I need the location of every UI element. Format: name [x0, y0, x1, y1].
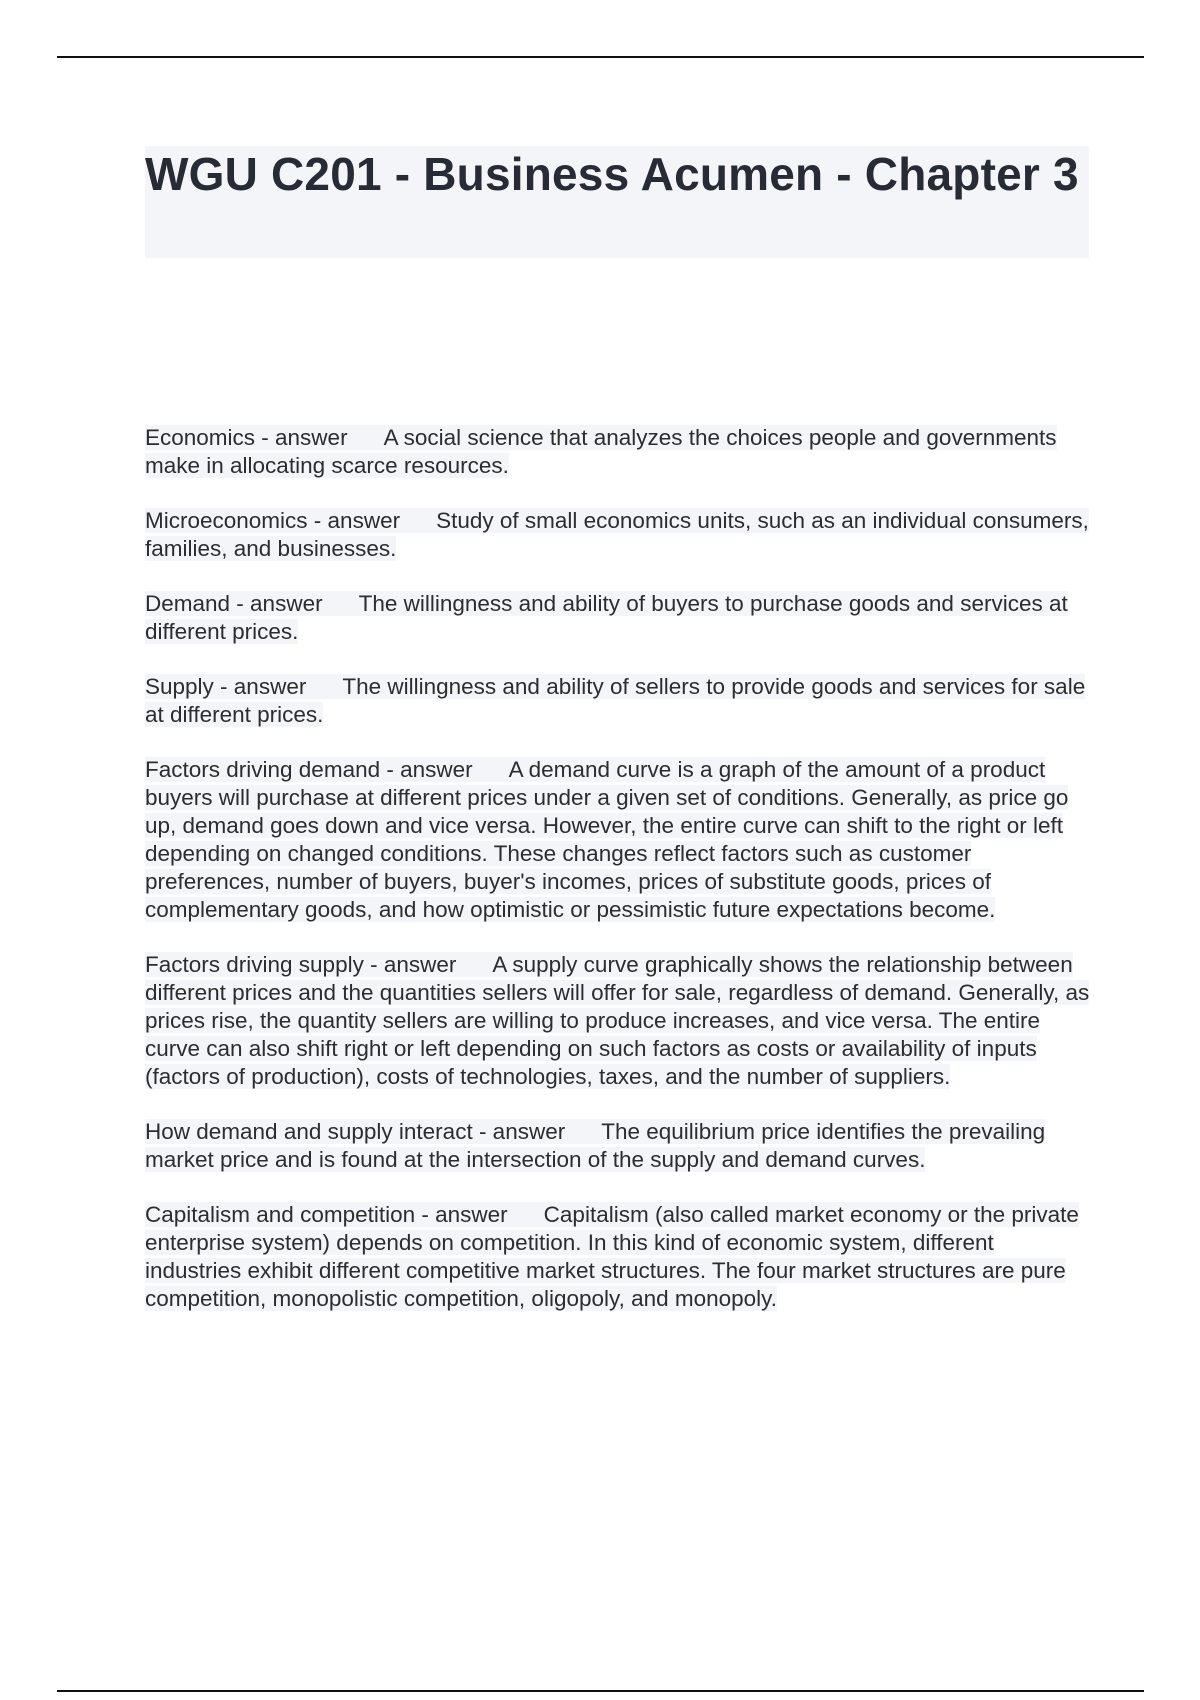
flashcard-term: Factors driving demand - answer — [145, 757, 473, 782]
flashcard-definition: A supply curve graphically shows the relationship between different prices and the quantities sellers will offer for sale, regardless of demand. Generally, as prices rise, the quantity sellers are willing to produce increases, and vice versa. The entire curve can also shift right or left depending on such factors as costs or availability of inputs (factors of production), costs of technologies, taxes, and the number of suppliers. — [145, 952, 1090, 1089]
flashcard-definition: The willingness and ability of buyers to purchase goods and services at different prices. — [145, 591, 1068, 644]
flashcard-term: Capitalism and competition - answer — [145, 1202, 508, 1227]
flashcard-term: How demand and supply interact - answer — [145, 1119, 566, 1144]
flashcard-list — [145, 424, 1095, 1340]
flashcard-item — [145, 590, 1095, 646]
flashcard-item — [145, 507, 1095, 563]
flashcard-term: Supply - answer — [145, 674, 307, 699]
flashcard-term: Demand - answer — [145, 591, 323, 616]
flashcard-item — [145, 673, 1095, 729]
flashcard-item — [145, 756, 1095, 924]
flashcard-item — [145, 951, 1095, 1091]
flashcard-definition: The equilibrium price identifies the prevailing market price and is found at the intersection of the supply and demand curves. — [145, 1119, 1046, 1172]
flashcard-definition: Capitalism (also called market economy or the private enterprise system) depends on competition. In this kind of economic system, different industries exhibit different competitive market structures. The four market structures are pure competition, monopolistic competition, oligopoly, and monopoly. — [145, 1202, 1079, 1311]
title-block — [145, 146, 1089, 258]
flashcard-definition: A demand curve is a graph of the amount of a product buyers will purchase at different prices under a given set of conditions. Generally, as price go up, demand goes down and vice versa. However, the entire curve can shift to the right or left depending on changed conditions. These changes reflect factors such as customer preferences, number of buyers, buyer's incomes, prices of substitute goods, prices of complementary goods, and how optimistic or pessimistic future expectations become. — [145, 757, 1069, 922]
flashcard-definition: Study of small economics units, such as an individual consumers, families, and businesses. — [145, 508, 1089, 561]
flashcard-term: Microeconomics - answer — [145, 508, 401, 533]
flashcard-item — [145, 424, 1095, 480]
flashcard-item — [145, 1201, 1095, 1313]
flashcard-term: Factors driving supply - answer — [145, 952, 457, 977]
flashcard-term: Economics - answer — [145, 425, 348, 450]
flashcard-definition: The willingness and ability of sellers to provide goods and services for sale at different prices. — [145, 674, 1086, 727]
flashcard-definition: A social science that analyzes the choices people and governments make in allocating scarce resources. — [145, 425, 1057, 478]
top-divider — [57, 56, 1144, 58]
bottom-divider — [57, 1690, 1144, 1692]
flashcard-item — [145, 1118, 1095, 1174]
page-title: WGU C201 - Business Acumen - Chapter 3 — [145, 148, 1079, 200]
